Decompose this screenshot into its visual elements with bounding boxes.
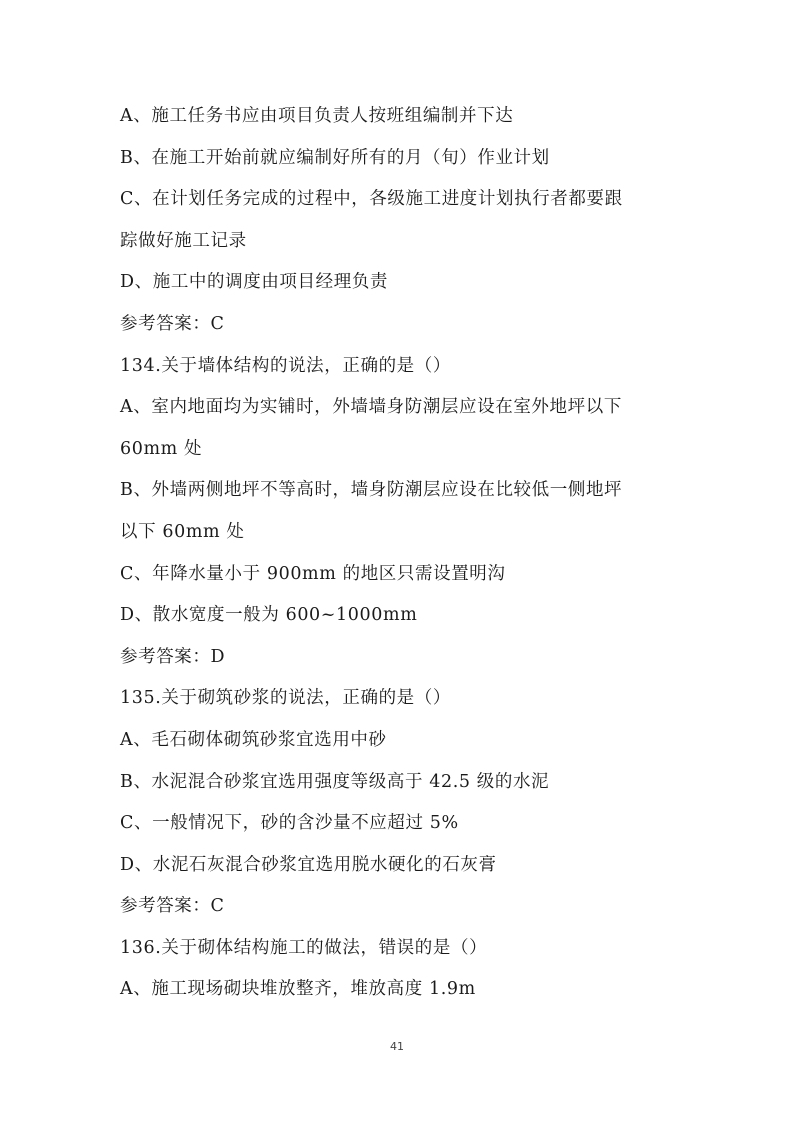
- option-b-line: B、在施工开始前就应编制好所有的月（旬）作业计划: [120, 147, 550, 168]
- option-c-continuation-line: 踪做好施工记录: [120, 230, 247, 251]
- page-number: 41: [390, 1040, 404, 1053]
- q135-option-a-line: A、毛石砌体砌筑砂浆宜选用中砂: [120, 729, 387, 750]
- question-text-block: [120, 96, 700, 1011]
- q134-option-b-continuation-line: 以下 60mm 处: [120, 521, 245, 542]
- option-a-line: A、施工任务书应由项目负责人按班组编制并下达: [120, 106, 514, 126]
- q134-option-d-line: D、散水宽度一般为 600~1000mm: [120, 605, 418, 626]
- option-c-line: C、在计划任务完成的过程中，各级施工进度计划执行者都要跟: [120, 189, 623, 210]
- question-136-title: 136.关于砌体结构施工的做法，错误的是（）: [120, 937, 488, 958]
- q134-option-c-line: C、年降水量小于 900mm 的地区只需设置明沟: [120, 563, 506, 584]
- q134-option-a-continuation-line: 60mm 处: [120, 438, 203, 459]
- q134-option-a-line: A、室内地面均为实铺时，外墙墙身防潮层应设在室外地坪以下: [120, 397, 622, 418]
- question-135-title: 135.关于砌筑砂浆的说法，正确的是（）: [120, 688, 451, 709]
- q135-answer-line: 参考答案：C: [120, 896, 225, 917]
- question-134-title: 134.关于墙体结构的说法，正确的是（）: [120, 355, 451, 376]
- q135-option-c-line: C、一般情况下，砂的含沙量不应超过 5%: [120, 813, 459, 834]
- q136-option-a-line: A、施工现场砌块堆放整齐，堆放高度 1.9m: [120, 979, 476, 1000]
- answer-line: 参考答案：C: [120, 313, 225, 334]
- option-d-line: D、施工中的调度由项目经理负责: [120, 272, 389, 293]
- q135-option-b-line: B、水泥混合砂浆宜选用强度等级高于 42.5 级的水泥: [120, 771, 550, 792]
- q135-option-d-line: D、水泥石灰混合砂浆宜选用脱水硬化的石灰膏: [120, 854, 497, 875]
- q134-answer-line: 参考答案：D: [120, 646, 226, 667]
- q134-option-b-line: B、外墙两侧地坪不等高时，墙身防潮层应设在比较低一侧地坪: [120, 480, 623, 501]
